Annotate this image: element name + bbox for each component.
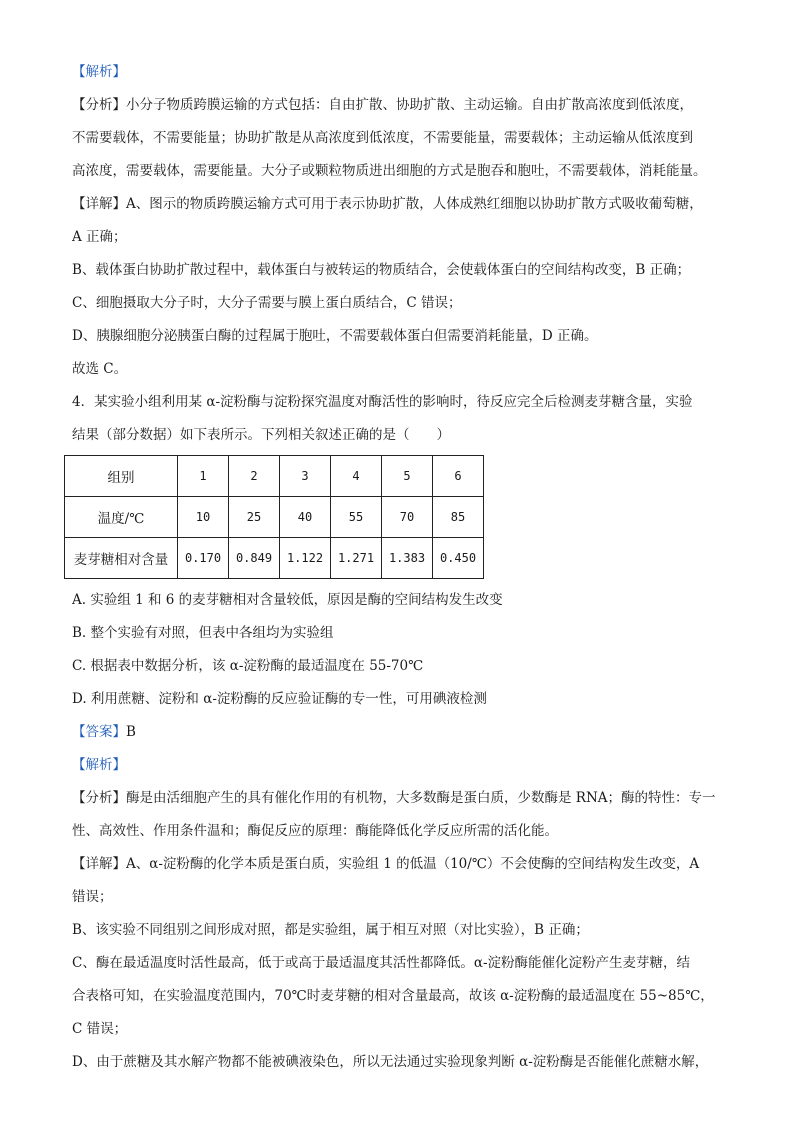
q4-option-c-explain-2: 合表格可知，在实验温度范围内，70℃时麦芽糖的相对含量最高，故该 α-淀粉酶的最适温度在 55~85℃， <box>72 988 714 1004</box>
table-row <box>65 497 484 538</box>
table-row-head: 温度/℃ <box>65 497 178 538</box>
q4-option-a: A. 实验组 1 和 6 的麦芽糖相对含量较低，原因是酶的空间结构发生改变 <box>72 592 503 608</box>
q4-option-c-explain-1: C、酶在最适温度时活性最高，低于或高于最适温度其活性都降低。α-淀粉酶能催化淀粉产生麦芽糖，结 <box>72 955 691 971</box>
q3-fenxi-line-1: 【分析】小分子物质跨膜运输的方式包括：自由扩散、协助扩散、主动运输。自由扩散高浓度到低浓度， <box>72 97 693 113</box>
table-cell: 1 <box>178 456 229 497</box>
q4-option-d: D. 利用蔗糖、淀粉和 α-淀粉酶的反应验证酶的专一性，可用碘液检测 <box>72 691 487 707</box>
q3-jiexi-heading: 【解析】 <box>72 64 126 80</box>
table-cell: 4 <box>331 456 382 497</box>
table-row-head: 组别 <box>65 456 178 497</box>
q4-option-c: C. 根据表中数据分析，该 α-淀粉酶的最适温度在 55-70℃ <box>72 658 424 674</box>
document-page <box>72 62 728 1085</box>
q4-option-b: B. 整个实验有对照，但表中各组均为实验组 <box>72 625 334 641</box>
table-cell: 1.271 <box>331 538 382 579</box>
table-cell: 1.383 <box>382 538 433 579</box>
table-cell: 0.170 <box>178 538 229 579</box>
q4-stem-line-2: 结果（部分数据）如下表所示。下列相关叙述正确的是（ ） <box>72 427 450 443</box>
table-cell: 6 <box>433 456 484 497</box>
table-cell: 0.849 <box>229 538 280 579</box>
q3-xiangjie-line-1: 【详解】A、图示的物质跨膜运输方式可用于表示协助扩散，人体成熟红细胞以协助扩散方式吸收葡萄糖， <box>72 196 703 212</box>
xiangjie-tag: 【详解】 <box>72 856 126 872</box>
q3-fenxi-line-3: 高浓度，需要载体，需要能量。大分子或颗粒物质进出细胞的方式是胞吞和胞吐，不需要载体，消耗能量。 <box>72 163 707 179</box>
table-row <box>65 538 484 579</box>
table-cell: 5 <box>382 456 433 497</box>
answer-tag: 【答案】 <box>72 724 126 740</box>
table-cell: 40 <box>280 497 331 538</box>
table-cell: 0.450 <box>433 538 484 579</box>
table-cell: 3 <box>280 456 331 497</box>
q4-jiexi-heading: 【解析】 <box>72 757 126 773</box>
table-cell: 85 <box>433 497 484 538</box>
fenxi-tag: 【分析】 <box>72 97 126 113</box>
q4-data-table <box>64 455 484 579</box>
table-cell: 70 <box>382 497 433 538</box>
q4-stem-line-1: 4．某实验小组利用某 α-淀粉酶与淀粉探究温度对酶活性的影响时，待反应完全后检测麦芽糖含量，实验 <box>72 394 693 410</box>
q4-fenxi-line-2: 性、高效性、作用条件温和；酶促反应的原理：酶能降低化学反应所需的活化能。 <box>72 823 558 839</box>
table-cell: 55 <box>331 497 382 538</box>
table-row <box>65 456 484 497</box>
q3-option-b-explain: B、载体蛋白协助扩散过程中，载体蛋白与被转运的物质结合，会使载体蛋白的空间结构改变，B 正确； <box>72 262 691 278</box>
q4-option-d-explain-1: D、由于蔗糖及其水解产物都不能被碘液染色，所以无法通过实验现象判断 α-淀粉酶是否能催化蔗糖水解， <box>72 1054 709 1070</box>
q3-option-c-explain: C、细胞摄取大分子时，大分子需要与膜上蛋白质结合，C 错误； <box>72 295 462 311</box>
q3-conclusion: 故选 C。 <box>72 361 128 377</box>
table-cell: 2 <box>229 456 280 497</box>
q3-option-d-explain: D、胰腺细胞分泌胰蛋白酶的过程属于胞吐，不需要载体蛋白但需要消耗能量，D 正确。 <box>72 328 598 344</box>
q4-xiangjie-line-2: 错误； <box>72 889 113 905</box>
q4-fenxi-line-1: 【分析】酶是由活细胞产生的具有催化作用的有机物，大多数酶是蛋白质，少数酶是 RNA；酶的特性：专一 <box>72 790 716 806</box>
q4-xiangjie-line-1: 【详解】A、α-淀粉酶的化学本质是蛋白质，实验组 1 的低温（10/℃）不会使酶的空间结构发生改变，A <box>72 856 700 872</box>
table-cell: 1.122 <box>280 538 331 579</box>
table-cell: 10 <box>178 497 229 538</box>
table-cell: 25 <box>229 497 280 538</box>
q3-xiangjie-line-2: A 正确； <box>72 229 127 245</box>
table-row-head: 麦芽糖相对含量 <box>65 538 178 579</box>
q4-answer <box>72 722 728 742</box>
q4-option-c-explain-3: C 错误； <box>72 1021 128 1037</box>
fenxi-tag: 【分析】 <box>72 790 126 806</box>
q4-option-b-explain: B、该实验不同组别之间形成对照，都是实验组，属于相互对照（对比实验），B 正确； <box>72 922 589 938</box>
xiangjie-tag: 【详解】 <box>72 196 126 212</box>
q3-fenxi-line-2: 不需要载体，不需要能量；协助扩散是从高浓度到低浓度，不需要能量，需要载体；主动运输从低浓度到 <box>72 130 693 146</box>
answer-value: B <box>126 724 136 740</box>
